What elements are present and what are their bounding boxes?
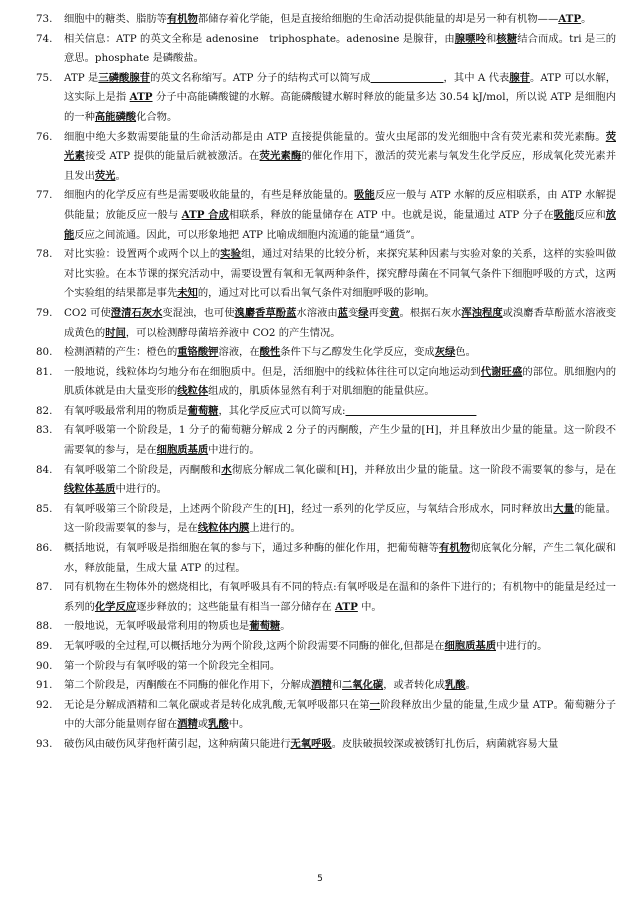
answer-keyword: 细胞质基质 <box>444 640 496 652</box>
item-number: 90. <box>36 659 53 672</box>
list-item <box>36 696 616 735</box>
answer-keyword: 未知 <box>177 287 198 300</box>
answer-keyword: 葡萄糖 <box>249 620 281 633</box>
text-segment: 阶段释放出少量的能量,生成少量 ATP。葡萄糖分子中的大部分能量则存留在 <box>64 698 617 731</box>
item-number: 74. <box>36 32 53 45</box>
list-item <box>36 617 616 637</box>
text-segment: 对比实验：设置两个或两个以上的 <box>64 248 221 261</box>
text-segment: 彻底氧化分解，产生二氧化碳和水，释放能量，生成大量 ATP 的过程。 <box>64 542 617 574</box>
list-item <box>36 500 616 539</box>
text-segment: 反应之间流通。因此，可以形象地把 ATP 比喻成细胞内流通的能量“通货”。 <box>74 228 421 241</box>
text-segment: 。 <box>115 169 126 182</box>
text-segment: 一般地说，无氧呼吸最常利用的物质也是 <box>64 620 250 633</box>
text-segment: 和 <box>485 32 497 45</box>
answer-keyword: 浑浊程度 <box>461 306 503 319</box>
item-text <box>64 461 616 500</box>
answer-keyword: 荧光素酶 <box>259 150 302 163</box>
text-segment: ，可以检测酵母菌培养液中 CO2 的产生情况。 <box>125 326 341 339</box>
text-segment: 或溴麝香草酚蓝水溶液变成黄色的 <box>64 306 617 339</box>
text-segment: 中进行的。 <box>115 483 167 496</box>
answer-keyword: 时间 <box>105 326 126 339</box>
answer-keyword: 放能 <box>64 208 617 241</box>
item-text <box>64 343 616 363</box>
answer-keyword: 实验 <box>220 248 242 261</box>
answer-keyword: 三磷酸腺苷 <box>98 71 151 84</box>
item-number: 93. <box>36 737 53 750</box>
item-number: 80. <box>36 346 53 359</box>
text-segment: 变混浊，也可使 <box>162 306 235 319</box>
text-segment: 上进行的。 <box>249 522 301 535</box>
text-segment: 无论是分解成酒精和二氧化碳或者是转化成乳酸,无氧呼吸都只在第 <box>64 698 370 711</box>
text-segment: 细胞中的糖类、脂肪等 <box>64 13 167 25</box>
answer-keyword: 线粒体内膜 <box>197 522 250 535</box>
item-number: 75. <box>36 71 53 84</box>
answer-keyword: 一 <box>369 698 381 711</box>
text-segment: 第一个阶段与有氧呼吸的第一个阶段完全相同。 <box>64 659 281 672</box>
text-segment: 。根据石灰水 <box>399 306 462 319</box>
item-number: 79. <box>36 306 53 319</box>
answer-keyword: ATP 合成 <box>181 208 229 221</box>
text-segment: 化合物。 <box>136 110 178 123</box>
text-segment: 一般地说，线粒体均匀地分布在细胞质中。但是，活细胞中的线粒体往往可以定向地运动到 <box>64 365 481 378</box>
answer-keyword: 灰绿 <box>434 346 456 359</box>
answer-keyword: 吸能 <box>553 208 575 221</box>
answer-keyword: 腺苷 <box>509 71 531 84</box>
text-segment: 中。 <box>357 600 382 613</box>
list-item <box>36 676 616 696</box>
list-item <box>36 245 616 304</box>
text-segment: 分子中高能磷酸键的水解。高能磷酸键水解时释放的能量多达 30.54 kJ/mol，所以说 ATP 是细胞内的一种 <box>64 91 616 123</box>
text-segment: 有氧呼吸第三个阶段是，上述两个阶段产生的[H]，经过一系列的化学反应，与氧结合形成水，同时释放出 <box>64 502 554 515</box>
blank-line <box>345 405 476 417</box>
item-text <box>64 186 616 245</box>
item-text <box>64 69 616 128</box>
text-segment: 。ATP 可以水解，这实际上是指 <box>64 71 617 104</box>
text-segment: 反应一般与 ATP 水解的反应相联系，由 ATP 水解提供能量；放能反应一般与 <box>64 189 617 221</box>
list-item <box>36 30 616 69</box>
text-segment: ，其化学反应式可以简写成: <box>218 404 346 417</box>
text-segment: 的催化作用下，激活的荧光素与氧发生化学反应，形成氧化荧光素并且发出 <box>64 150 617 182</box>
text-segment: 反应和 <box>574 208 606 221</box>
item-text <box>64 696 616 735</box>
answer-keyword: 酒精 <box>311 679 332 692</box>
list-item <box>36 343 616 363</box>
document-body <box>36 10 616 755</box>
text-segment: ATP 是 <box>64 71 99 84</box>
text-segment: 的能量。这一阶段需要氧的参与，是在 <box>64 502 617 535</box>
text-segment: 相联系，释放的能量储存在 ATP 中。也就是说，能量通过 ATP 分子在 <box>228 208 554 221</box>
text-segment: 。 <box>280 620 291 633</box>
answer-keyword: 大量 <box>553 502 575 515</box>
answer-keyword: 细胞质基质 <box>156 444 209 457</box>
list-item <box>36 69 616 128</box>
text-segment: 有氧呼吸第二个阶段是，丙酮酸和 <box>64 463 222 476</box>
item-text <box>64 245 616 304</box>
text-segment: ，其中 A 代表 <box>443 71 510 84</box>
answer-keyword: 二氧化碳 <box>342 679 384 692</box>
list-item <box>36 10 616 30</box>
text-segment: 结合而成。tri 是三的意思。phosphate 是磷酸盐。 <box>64 32 617 65</box>
item-number: 78. <box>36 248 53 261</box>
item-number: 81. <box>36 365 53 378</box>
text-segment: 的，通过对比可以看出氧气条件对细胞呼吸的影响。 <box>197 287 435 300</box>
text-segment: 。 <box>581 13 592 25</box>
item-number: 73. <box>36 13 53 25</box>
answer-keyword: ATP <box>129 91 153 104</box>
answer-keyword: 葡萄糖 <box>187 404 219 417</box>
text-segment: 组，通过对结果的比较分析，来探究某种因素与实验对象的关系，这样的实验叫做对比实验。在本节课的探究活动中，需要设置有氧和无氧两种条件，探究酵母菌在不同氧气条件下细胞呼吸的方式，这两个实验组的结果都是事先 <box>64 248 617 300</box>
item-number: 92. <box>36 698 53 711</box>
item-text <box>64 402 616 422</box>
item-text <box>64 578 616 617</box>
blank-line <box>371 72 444 84</box>
item-text <box>64 617 616 637</box>
item-number: 85. <box>36 502 53 515</box>
list-item <box>36 539 616 578</box>
answer-keyword: 有机物 <box>166 13 198 25</box>
answer-keyword: 酒精 <box>177 718 198 731</box>
text-segment: 和 <box>331 679 343 692</box>
item-text <box>64 539 616 578</box>
answer-keyword: 腺嘌呤 <box>454 32 486 45</box>
text-segment: 。 <box>465 679 476 692</box>
text-segment: 细胞中绝大多数需要能量的生命活动都是由 ATP 直接提供能量的。萤火虫尾部的发光细胞中含有荧光素和荧光素酶。 <box>64 130 606 143</box>
item-text <box>64 30 616 69</box>
list-item <box>36 461 616 500</box>
answer-keyword: 澄清石灰水 <box>110 306 163 319</box>
text-segment: 有氧呼吸第一个阶段是，1 分子的葡萄糖分解成 2 分子的丙酮酸，产生少量的[H]，并且释放出少量的能量。这一阶段不需要氧的参与，是在 <box>64 424 616 457</box>
list-item <box>36 657 616 677</box>
answer-keyword: 酸性 <box>259 346 281 359</box>
text-segment: 条件下与乙醇发生化学反应，变成 <box>280 346 435 359</box>
answer-keyword: 荧光 <box>94 169 116 182</box>
text-segment: 中进行的。 <box>496 640 548 652</box>
item-number: 87. <box>36 581 53 594</box>
text-segment: 变 <box>347 306 359 319</box>
text-segment: 彻底分解成二氧化碳和[H]，并释放出少量的能量。这一阶段不需要氧的参与，是在 <box>231 463 617 476</box>
list-item <box>36 578 616 617</box>
item-number: 84. <box>36 463 53 476</box>
item-text <box>64 735 616 755</box>
answer-keyword: 有机物 <box>439 542 471 555</box>
item-text <box>64 363 616 402</box>
answer-keyword: 水 <box>221 463 232 476</box>
list-item <box>36 421 616 460</box>
text-segment: 都储存着化学能，但是直接给细胞的生命活动提供能量的却是另一种有机物—— <box>197 13 559 25</box>
text-segment: 中。 <box>228 718 250 731</box>
text-segment: 的英文名称缩写。ATP 分子的结构式可以简写成 <box>150 71 371 84</box>
list-item <box>36 735 616 755</box>
page-number: 5 <box>317 874 323 884</box>
answer-keyword: 溴麝香草酚蓝 <box>234 306 297 319</box>
list-item <box>36 128 616 187</box>
item-text <box>64 304 616 343</box>
text-segment: CO2 可使 <box>64 306 111 319</box>
item-number: 82. <box>36 404 53 417</box>
item-number: 86. <box>36 542 53 555</box>
list-item <box>36 186 616 245</box>
answer-keyword: 绿 <box>358 306 369 319</box>
item-number: 77. <box>36 189 53 202</box>
answer-keyword: 乳酸 <box>444 679 466 692</box>
text-segment: 再变 <box>368 306 390 319</box>
text-segment: 概括地说，有氧呼吸是指细胞在氧的参与下，通过多种酶的催化作用，把葡萄糖等 <box>64 542 440 555</box>
answer-keyword: 乳酸 <box>208 718 229 731</box>
list-item <box>36 304 616 343</box>
list-item <box>36 363 616 402</box>
list-item <box>36 637 616 657</box>
text-segment: 第二个阶段是，丙酮酸在不同酶的催化作用下，分解成 <box>64 679 312 692</box>
item-text <box>64 657 616 677</box>
answer-keyword: 高能磷酸 <box>94 110 137 123</box>
answer-keyword: 蓝 <box>337 306 348 319</box>
text-segment: 有氧呼吸最常利用的物质是 <box>64 404 188 417</box>
text-segment: 同有机物在生物体外的燃烧相比，有氧呼吸具有不同的特点:有氧呼吸是在温和的条件下进行的；有机物中的能量是经过一系列的 <box>64 581 616 613</box>
answer-keyword: 无氧呼吸 <box>290 737 332 750</box>
item-number: 88. <box>36 620 53 633</box>
answer-keyword: 线粒体基质 <box>64 483 116 496</box>
item-text <box>64 637 616 657</box>
answer-keyword: 黄 <box>389 306 400 319</box>
text-segment: 的部位。肌细胞内的肌质体就是由大量变形的 <box>64 365 617 398</box>
item-number: 83. <box>36 424 53 437</box>
answer-keyword: 线粒体 <box>177 385 209 398</box>
answer-keyword: 核糖 <box>496 32 518 45</box>
text-segment: 色。 <box>455 346 476 359</box>
answer-keyword: ATP <box>335 600 358 613</box>
text-segment: 溶液，在 <box>218 346 260 359</box>
text-segment: 相关信息：ATP 的英文全称是 adenosine triphosphate。adenosine 是腺苷，由 <box>64 32 455 45</box>
answer-keyword: 代谢旺盛 <box>480 365 523 378</box>
text-segment: 细胞内的化学反应有些是需要吸收能量的，有些是释放能量的。 <box>64 189 355 202</box>
text-segment: 。皮肤破损较深或被锈钉扎伤后，病菌就容易大量 <box>331 737 559 750</box>
text-segment: 中进行的。 <box>208 444 260 457</box>
text-segment: 无氧呼吸的全过程,可以概括地分为两个阶段,这两个阶段需要不同酶的催化,但都是在 <box>64 640 445 652</box>
item-number: 89. <box>36 640 53 652</box>
text-segment: 水溶液由 <box>296 306 338 319</box>
text-segment: 破伤风由破伤风芽孢杆菌引起，这种病菌只能进行 <box>64 737 291 750</box>
text-segment: ，或者转化成 <box>383 679 445 692</box>
list-item <box>36 402 616 422</box>
item-text <box>64 500 616 539</box>
item-text <box>64 676 616 696</box>
answer-keyword: ATP <box>558 13 582 25</box>
item-number: 91. <box>36 679 53 692</box>
item-text <box>64 128 616 187</box>
item-text <box>64 421 616 460</box>
text-segment: 或 <box>197 718 209 731</box>
item-text <box>64 10 616 30</box>
item-number: 76. <box>36 130 53 143</box>
text-segment: 检测酒精的产生：橙色的 <box>64 346 178 359</box>
text-segment: 接受 ATP 提供的能量后就被激活。在 <box>84 150 260 163</box>
answer-keyword: 化学反应 <box>94 600 137 613</box>
text-segment: 组成的，肌质体显然有利于对肌细胞的能量供应。 <box>208 385 435 398</box>
answer-keyword: 吸能 <box>354 189 375 202</box>
answer-keyword: 荧光素 <box>64 130 616 163</box>
answer-keyword: 重铬酸钾 <box>177 346 219 359</box>
text-segment: 逐步释放的；这些能量有相当一部分储存在 <box>136 600 335 613</box>
